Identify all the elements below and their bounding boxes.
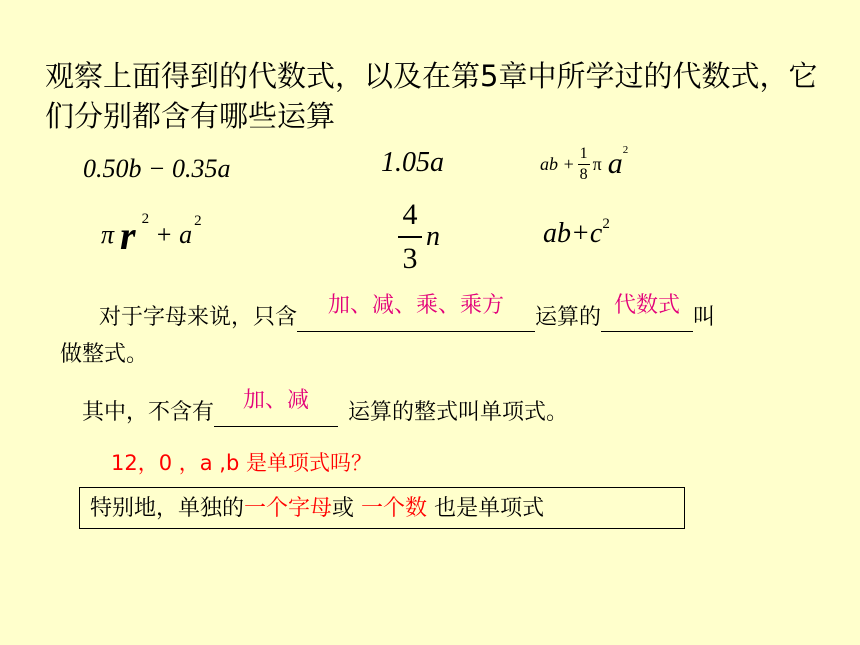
definition-monomial: 其中，不含有 加、减 运算的整式叫单项式。 (82, 388, 569, 425)
expression-6: $ab+c^2$ (543, 216, 610, 249)
expression-2: 1.05a (381, 147, 444, 178)
expression-1: 0.50b − 0.35a (83, 154, 231, 183)
note-highlight-letter: 一个字母 (244, 496, 333, 521)
definition-integral-expression-cont: 做整式。 (60, 342, 149, 367)
blank-operations: 加、减、乘、乘方 (297, 300, 535, 332)
blank-algebraic-expression: 代数式 (601, 300, 693, 332)
blank-add-subtract: 加、减 (214, 395, 338, 427)
fraction-1-8: $\frac{1}{8}$ (579, 144, 588, 183)
intro-text: 观察上面得到的代数式，以及在第5章中所学过的代数式，它们分别都含有哪些运算 (45, 59, 818, 133)
definition-integral-expression: 对于字母来说，只含 加、减、乘、乘方 运算的 代数式 叫 (99, 293, 716, 330)
question-text: 12，0 ，a ,b 是单项式吗？ (111, 451, 372, 475)
expression-4: π r 2 + a 2 (101, 210, 202, 258)
expression-5: $\frac{4}{3}$ n (398, 192, 440, 282)
note-box: 特别地，单独的一个字母或 一个数 也是单项式 (79, 487, 685, 529)
fraction-4-3: $\frac{4}{3}$ (398, 200, 422, 274)
expression-3: ab + $\frac{1}{8}$ π a 2 (540, 144, 629, 183)
note-highlight-number: 一个数 (361, 496, 428, 521)
